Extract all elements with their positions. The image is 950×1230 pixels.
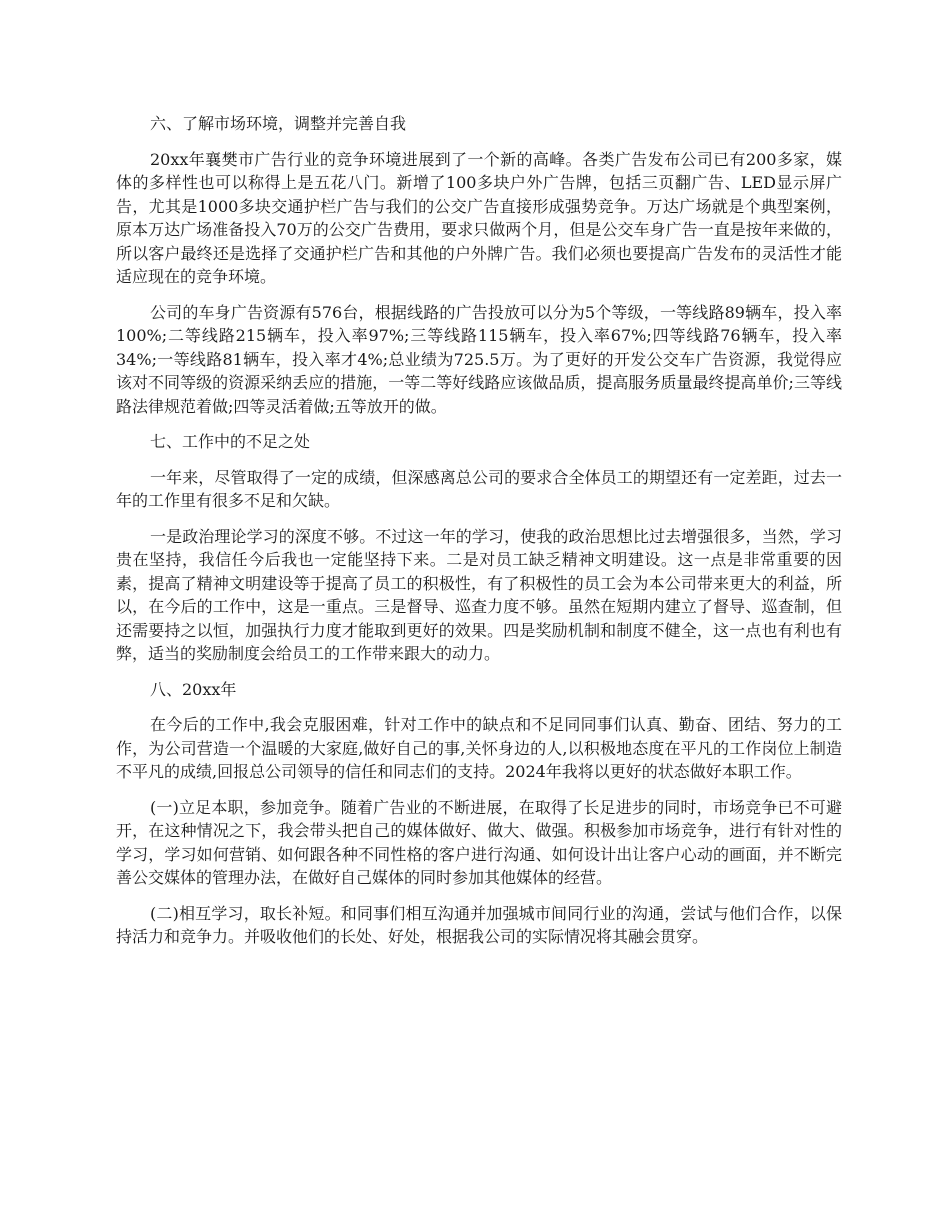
paragraph: 公司的车身广告资源有576台，根据线路的广告投放可以分为5个等级，一等线路89辆车，投入率100%;二等线路215辆车，投入率97%;三等线路115辆车，投入率67%;四等线路76辆车，投入率34%;一等线路81辆车，投入率才4%;总业绩为725.5万。为了更好的开发公交车广告资源，我觉得应该对不同等级的资源采纳丢应的措施，一等二等好线路应该做品质，提高服务质量最终提高单价;三等线路法律规范着做;四等灵活着做;五等放开的做。	[116, 302, 842, 416]
document-body	[116, 112, 842, 961]
paragraph: 一是政治理论学习的深度不够。不过这一年的学习，使我的政治思想比过去增强很多，当然，学习贵在坚持，我信任今后我也一定能坚持下来。二是对员工缺乏精神文明建设。这一点是非常重要的因素，提高了精神文明建设等于提高了员工的积极性，有了积极性的员工会为本公司带来更大的利益，所以，在今后的工作中，这是一重点。三是督导、巡查力度不够。虽然在短期内建立了督导、巡查制，但还需要持之以恒，加强执行力度才能取到更好的效果。四是奖励机制和制度不健全，这一点也有利也有弊，适当的奖励制度会给员工的工作带来跟大的动力。	[116, 526, 842, 663]
section-heading: 七、工作中的不足之处	[150, 432, 311, 451]
section-heading: 八、20xx年	[150, 679, 237, 699]
paragraph: (二)相互学习，取长补短。和同事们相互沟通并加强城市间同行业的沟通，尝试与他们合作，以保持活力和竞争力。并吸收他们的长处、好处，根据我公司的实际情况将其融会贯穿。	[116, 903, 842, 946]
paragraph: 20xx年襄樊市广告行业的竞争环境进展到了一个新的高峰。各类广告发布公司已有200多家，媒体的多样性也可以称得上是五花八门。新增了100多块户外广告牌，包括三页翻广告、LED显示屏广告，尤其是1000多块交通护栏广告与我们的公交广告直接形成强势竞争。万达广场就是个典型案例，原本万达广场准备投入70万的公交广告费用，要求只做两个月，但是公交车身广告一直是按年来做的，所以客户最终还是选择了交通护栏广告和其他的户外牌广告。我们必须也要提高广告发布的灵活性才能适应现在的竞争环境。	[116, 149, 842, 286]
section-heading: 六、了解市场环境，调整并完善自我	[150, 114, 407, 133]
paragraph: 在今后的工作中,我会克服困难，针对工作中的缺点和不足同同事们认真、勤奋、团结、努力的工作，为公司营造一个温暖的大家庭,做好自己的事,关怀身边的人,以积极地态度在平凡的工作岗位上制造不平凡的成绩,回报总公司领导的信任和同志们的支持。2024年我将以更好的状态做好本职工作。	[116, 715, 842, 781]
paragraph: 一年来，尽管取得了一定的成绩，但深感离总公司的要求合全体员工的期望还有一定差距，过去一年的工作里有很多不足和欠缺。	[116, 467, 842, 510]
paragraph: (一)立足本职，参加竞争。随着广告业的不断进展，在取得了长足进步的同时，市场竞争已不可避开，在这种情况之下，我会带头把自己的媒体做好、做大、做强。积极参加市场竞争，进行有针对性的学习，学习如何营销、如何跟各种不同性格的客户进行沟通、如何设计出让客户心动的画面，并不断完善公交媒体的管理办法，在做好自己媒体的同时参加其他媒体的经营。	[116, 797, 842, 887]
